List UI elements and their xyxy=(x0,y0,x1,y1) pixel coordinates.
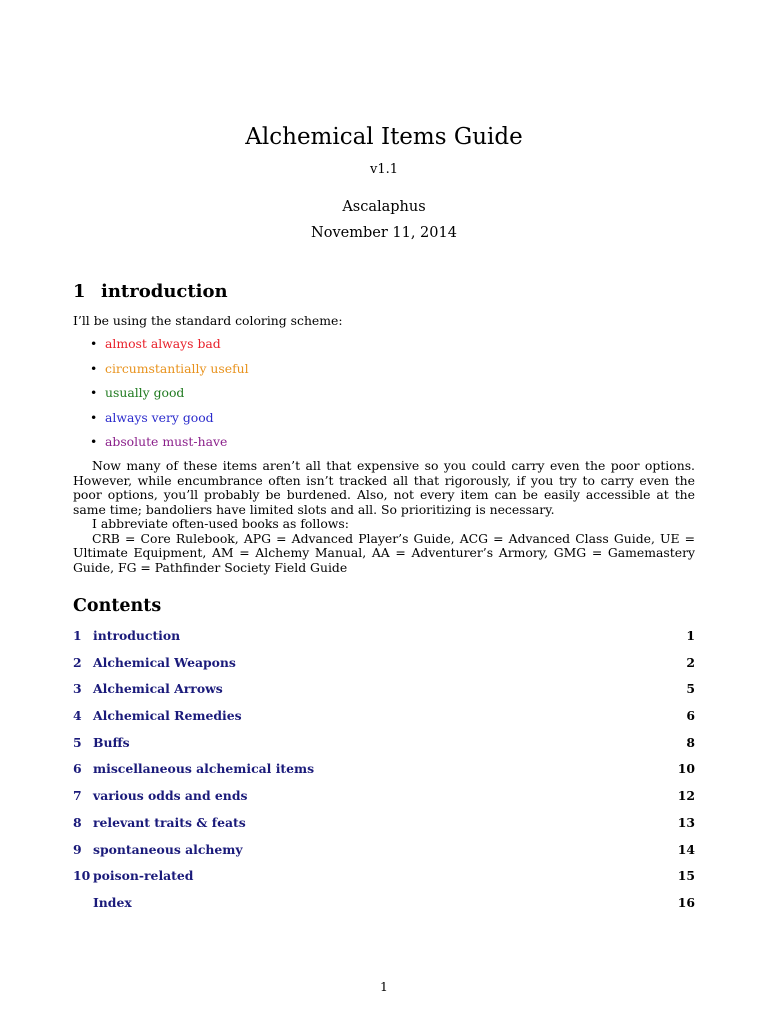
toc-page[interactable]: 6 xyxy=(686,708,695,724)
toc-number: 2 xyxy=(73,654,82,670)
color-scheme-label: circumstantially useful xyxy=(105,360,249,376)
section-number: 1 xyxy=(73,281,86,302)
toc-entry[interactable] xyxy=(73,735,695,762)
color-scheme-item xyxy=(90,336,249,361)
bullet-icon: • xyxy=(90,336,98,351)
bullet-icon: • xyxy=(90,360,98,376)
toc-page[interactable]: 5 xyxy=(686,681,695,697)
intro-line: I’ll be using the standard coloring scheme: xyxy=(73,313,343,328)
color-scheme-item xyxy=(90,434,249,459)
toc-page[interactable]: 13 xyxy=(677,814,695,830)
toc-entry[interactable] xyxy=(73,815,695,842)
toc-page[interactable]: 15 xyxy=(677,868,695,884)
contents-heading: Contents xyxy=(73,596,162,616)
paragraph: Now many of these items aren’t all that expensive so you could carry even the poor options. However, while encumbrance often isn’t tracked all that rigorously, if you try to carry even the poor options, you’ll probably be burdened. Also, not every item can be easily accessible at the same time; bandoliers have limited slots and all. So prioritizing is necessary. xyxy=(73,458,695,517)
toc-number xyxy=(73,895,93,922)
toc-link[interactable]: relevant traits & feats xyxy=(93,814,246,830)
toc-number: 10 xyxy=(73,868,91,884)
toc-link[interactable]: Alchemical Weapons xyxy=(93,654,236,670)
title-block xyxy=(0,122,768,241)
toc-link[interactable]: poison-related xyxy=(93,868,194,884)
toc-link[interactable]: Buffs xyxy=(93,734,130,750)
bullet-icon: • xyxy=(90,434,98,449)
toc-page[interactable]: 10 xyxy=(677,761,695,777)
color-scheme-label: usually good xyxy=(105,385,185,400)
toc-entry[interactable] xyxy=(73,655,695,682)
color-scheme-list xyxy=(90,336,249,459)
toc-entry[interactable] xyxy=(73,788,695,815)
toc-entry[interactable] xyxy=(73,681,695,708)
paragraph: I abbreviate often-used books as follows: xyxy=(92,516,349,531)
toc-page[interactable]: 8 xyxy=(686,734,695,750)
toc-link[interactable]: Index xyxy=(93,894,132,910)
toc-entry[interactable] xyxy=(73,868,695,895)
color-scheme-item xyxy=(90,361,249,386)
toc-page[interactable]: 12 xyxy=(677,788,695,804)
toc-number: 3 xyxy=(73,681,82,697)
toc-link[interactable]: Alchemical Remedies xyxy=(93,708,242,724)
toc-number: 6 xyxy=(73,761,82,777)
section-heading-introduction xyxy=(73,281,228,302)
toc-link[interactable]: spontaneous alchemy xyxy=(93,841,243,857)
toc-number: 7 xyxy=(73,788,82,804)
toc-number: 8 xyxy=(73,814,82,830)
toc-entry[interactable] xyxy=(73,895,695,922)
toc-number: 4 xyxy=(73,708,82,724)
document-author: Ascalaphus xyxy=(342,199,426,215)
toc-link[interactable]: Alchemical Arrows xyxy=(93,681,223,697)
toc-number: 5 xyxy=(73,734,82,750)
page-number: 1 xyxy=(380,979,388,994)
toc-link[interactable]: introduction xyxy=(93,628,181,643)
intro-paragraphs xyxy=(73,459,695,575)
toc-entry[interactable] xyxy=(73,761,695,788)
document-title: Alchemical Items Guide xyxy=(245,124,523,150)
toc-entry[interactable] xyxy=(73,708,695,735)
paragraph: CRB = Core Rulebook, APG = Advanced Player’s Guide, ACG = Advanced Class Guide, UE = Ultimate Equipment, AM = Alchemy Manual, AA = Adventurer’s Armory, GMG = Gamemastery Guide, FG = Pathfinder Society Field Guide xyxy=(73,530,695,575)
document-date: November 11, 2014 xyxy=(311,225,457,241)
toc-page[interactable]: 16 xyxy=(677,894,695,910)
color-scheme-item xyxy=(90,385,249,410)
color-scheme-label: almost always bad xyxy=(105,336,221,351)
toc-page[interactable]: 1 xyxy=(686,628,695,643)
toc-page[interactable]: 2 xyxy=(686,654,695,670)
toc-page[interactable]: 14 xyxy=(677,841,695,857)
toc-link[interactable]: various odds and ends xyxy=(93,788,248,804)
toc-entry[interactable] xyxy=(73,628,695,655)
color-scheme-label: absolute must-have xyxy=(105,434,228,449)
toc-number: 1 xyxy=(73,628,82,643)
toc-entry[interactable] xyxy=(73,842,695,869)
bullet-icon: • xyxy=(90,409,98,425)
toc-link[interactable]: miscellaneous alchemical items xyxy=(93,761,315,777)
color-scheme-item xyxy=(90,410,249,435)
table-of-contents xyxy=(73,628,695,922)
document-version: v1.1 xyxy=(369,162,399,177)
bullet-icon: • xyxy=(90,385,98,400)
section-title: introduction xyxy=(101,281,228,302)
toc-number: 9 xyxy=(73,841,82,857)
color-scheme-label: always very good xyxy=(105,409,214,425)
